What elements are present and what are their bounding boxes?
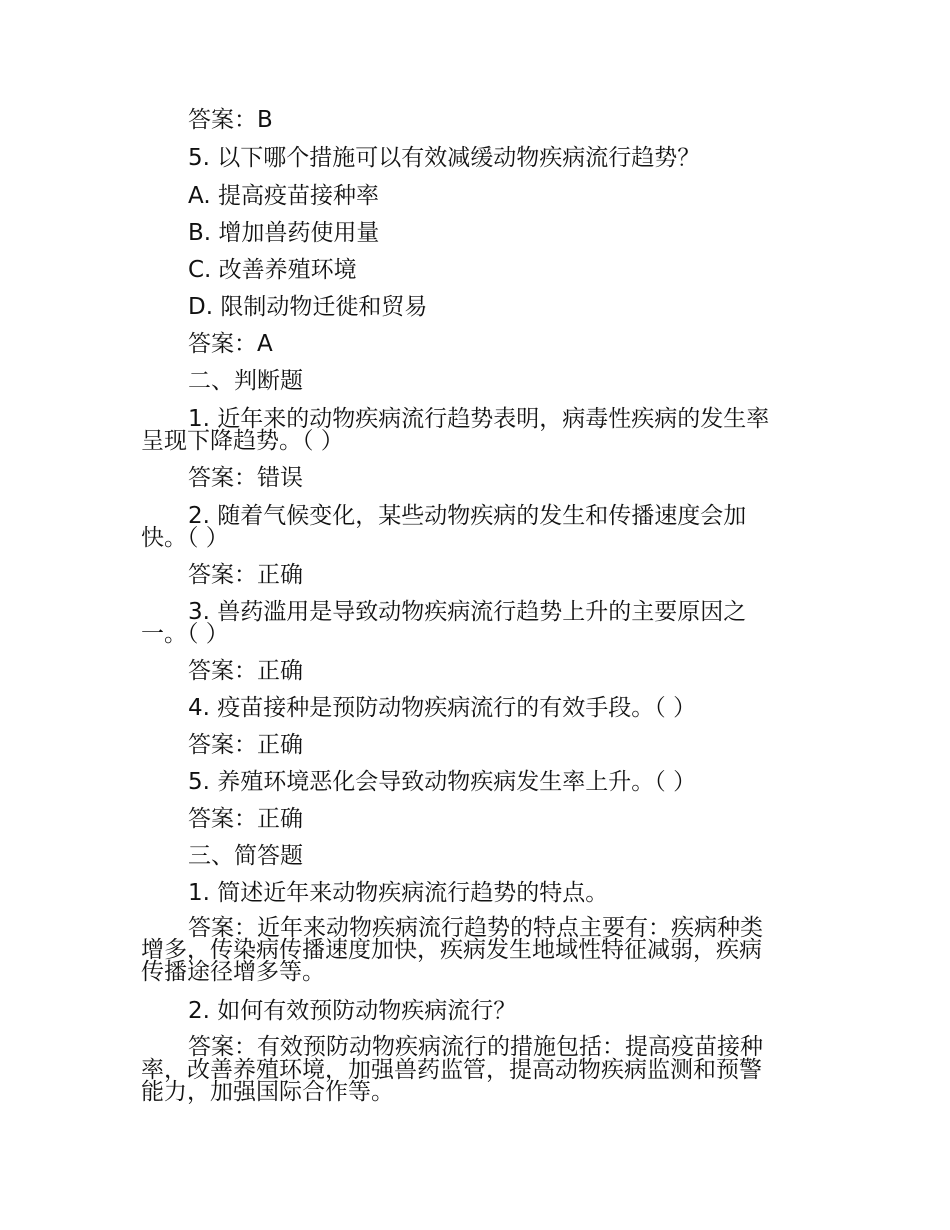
answer-line: 答案：错误 (188, 465, 303, 491)
answer-line: 答案：正确 (188, 732, 303, 758)
answer-line: 答案：A (188, 331, 273, 357)
question-line-continued: 一。（ ） (141, 621, 229, 647)
answer-line: 答案：正确 (188, 658, 303, 684)
option-line: D. 限制动物迁徙和贸易 (188, 294, 428, 320)
option-line: C. 改善养殖环境 (188, 257, 357, 283)
option-line: A. 提高疫苗接种率 (188, 183, 379, 209)
question-line: 2. 随着气候变化，某些动物疾病的发生和传播速度会加 (188, 503, 747, 529)
question-line: 1. 简述近年来动物疾病流行趋势的特点。 (188, 880, 609, 906)
answer-line: 答案：近年来动物疾病流行趋势的特点主要有：疾病种类 (188, 915, 763, 941)
question-line-continued: 呈现下降趋势。（ ） (141, 428, 344, 454)
question-line: 4. 疫苗接种是预防动物疾病流行的有效手段。（ ） (188, 695, 697, 721)
answer-line-continued: 传播途径增多等。 (141, 959, 325, 985)
answer-line: 答案：有效预防动物疾病流行的措施包括：提高疫苗接种 (188, 1034, 763, 1060)
section-heading: 二、判断题 (188, 368, 303, 394)
answer-line-continued: 率，改善养殖环境，加强兽药监管，提高动物疾病监测和预警 (141, 1057, 762, 1083)
answer-line-continued: 能力，加强国际合作等。 (141, 1079, 394, 1105)
question-line: 3. 兽药滥用是导致动物疾病流行趋势上升的主要原因之 (188, 599, 747, 625)
question-line-continued: 快。（ ） (141, 525, 229, 551)
answer-line: 答案：正确 (188, 806, 303, 832)
answer-line-continued: 增多，传染病传播速度加快，疾病发生地域性特征减弱，疾病 (141, 937, 762, 963)
question-line: 2. 如何有效预防动物疾病流行？ (188, 998, 517, 1024)
answer-line: 答案：B (188, 107, 273, 133)
option-line: B. 增加兽药使用量 (188, 220, 380, 246)
section-heading: 三、简答题 (188, 843, 303, 869)
question-line: 1. 近年来的动物疾病流行趋势表明，病毒性疾病的发生率 (188, 406, 770, 432)
question-line: 5. 养殖环境恶化会导致动物疾病发生率上升。（ ） (188, 769, 697, 795)
question-line: 5. 以下哪个措施可以有效减缓动物疾病流行趋势？ (188, 145, 701, 171)
answer-line: 答案：正确 (188, 562, 303, 588)
